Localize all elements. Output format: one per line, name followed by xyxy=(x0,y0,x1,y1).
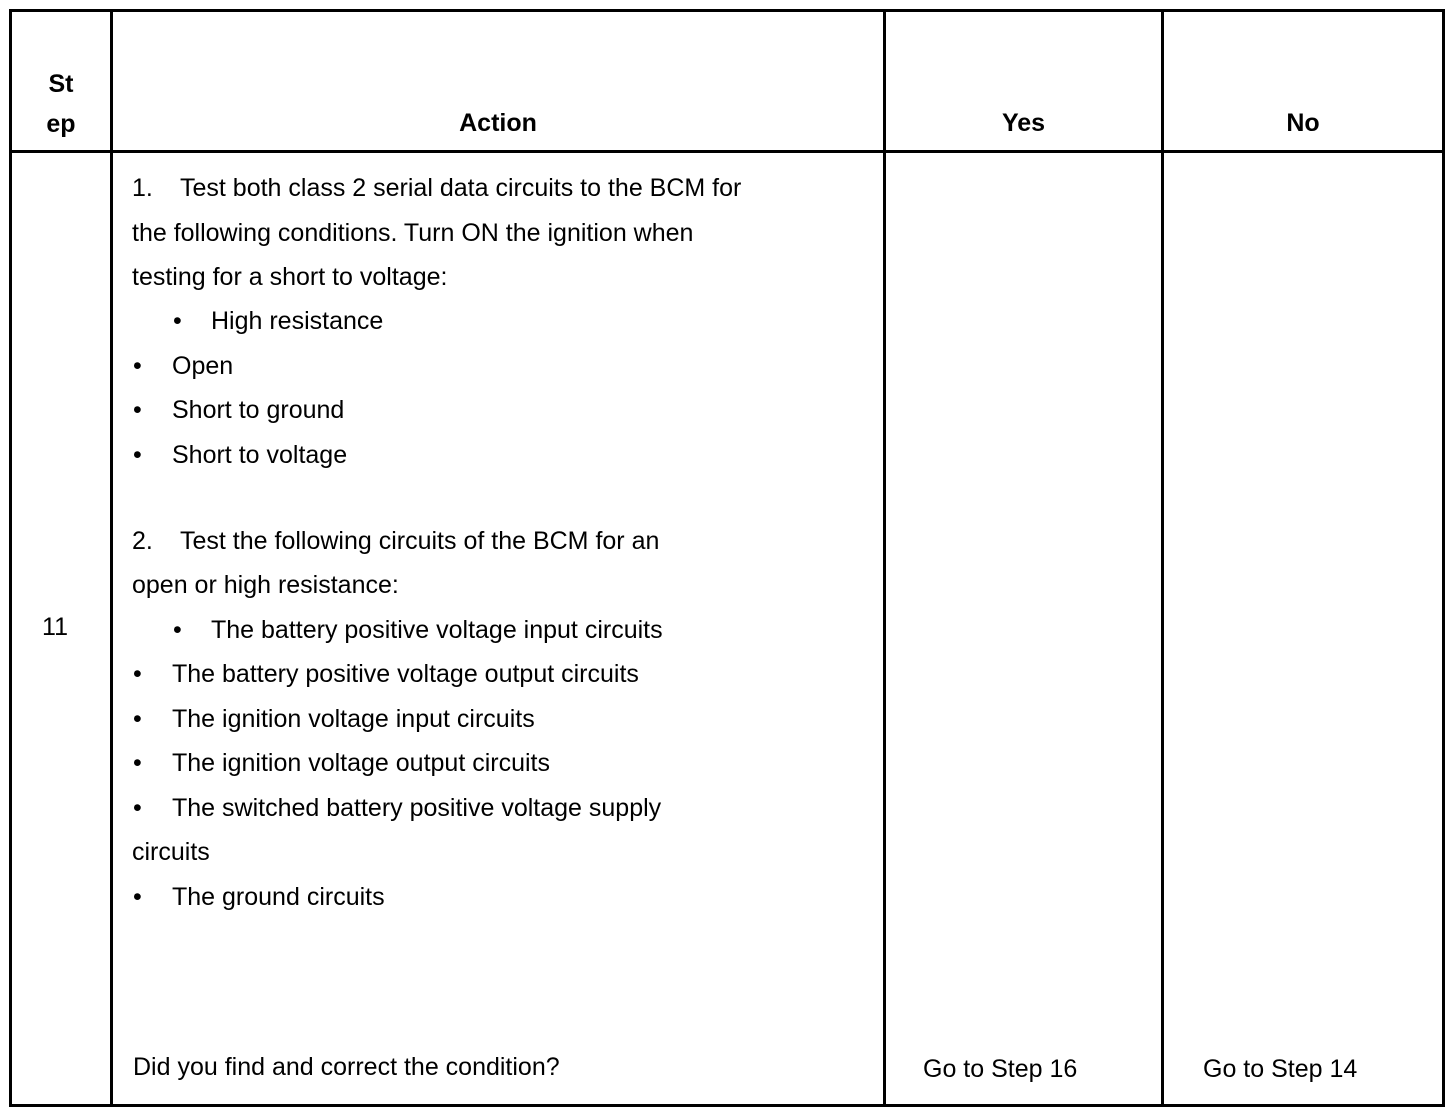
list-item: High resistance xyxy=(211,307,384,335)
item1-line: the following conditions. Turn ON the ignition when xyxy=(132,219,694,247)
step-number: 11 xyxy=(42,613,68,641)
column-divider xyxy=(1161,12,1164,1104)
bullet-glyph: • xyxy=(133,883,142,911)
list-item: Short to voltage xyxy=(172,441,348,469)
header-yes: Yes xyxy=(1001,109,1046,137)
bullet-glyph: • xyxy=(133,660,142,688)
item1-line: testing for a short to voltage: xyxy=(132,263,448,291)
bullet-glyph: • xyxy=(133,705,142,733)
list-item: Short to ground xyxy=(172,396,345,424)
list-item: The switched battery positive voltage supply xyxy=(172,794,662,822)
yes-result: Go to Step 16 xyxy=(923,1055,1078,1083)
header-divider xyxy=(12,150,1442,153)
step-table xyxy=(9,9,1445,1107)
bullet-glyph: • xyxy=(133,352,142,380)
header-action: Action xyxy=(459,109,537,137)
header-no: No xyxy=(1286,109,1320,137)
header-step-line2: ep xyxy=(46,110,76,138)
item2-line: Test the following circuits of the BCM for an xyxy=(180,527,660,555)
list-item: The battery positive voltage output circuits xyxy=(172,660,639,688)
list-item: The ground circuits xyxy=(172,883,385,911)
question-text: Did you find and correct the condition? xyxy=(133,1053,560,1081)
item1-number: 1. xyxy=(132,174,153,202)
list-item: The ignition voltage input circuits xyxy=(172,705,535,733)
header-step-line1: St xyxy=(48,70,74,98)
column-divider xyxy=(883,12,886,1104)
bullet-glyph: • xyxy=(173,616,182,644)
bullet-glyph: • xyxy=(133,396,142,424)
list-item: Open xyxy=(172,352,234,380)
item2-number: 2. xyxy=(132,527,153,555)
item2-line: open or high resistance: xyxy=(132,571,399,599)
column-divider xyxy=(110,12,113,1104)
list-item: The battery positive voltage input circuits xyxy=(211,616,663,644)
item1-line: Test both class 2 serial data circuits to the BCM for xyxy=(180,174,742,202)
list-item: The ignition voltage output circuits xyxy=(172,749,550,777)
bullet-glyph: • xyxy=(133,749,142,777)
bullet-glyph: • xyxy=(173,307,182,335)
list-item-wrap: circuits xyxy=(132,838,210,866)
bullet-glyph: • xyxy=(133,441,142,469)
no-result: Go to Step 14 xyxy=(1203,1055,1358,1083)
bullet-glyph: • xyxy=(133,794,142,822)
